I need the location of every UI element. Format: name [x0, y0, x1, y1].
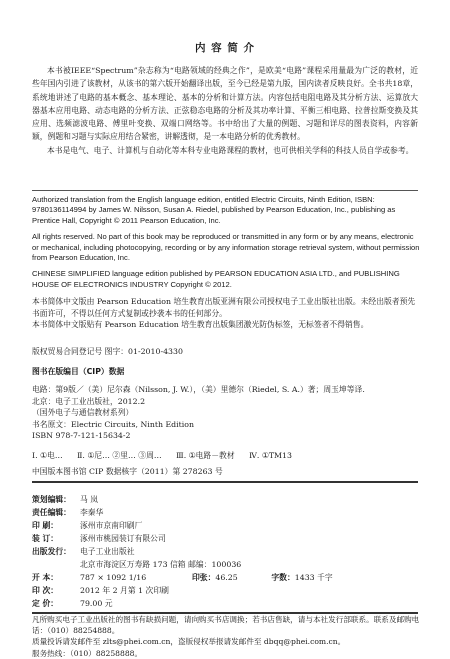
binding-row: 装 订： 涿州市桃园装订有限公司: [32, 534, 166, 543]
chinese-edition-text: CHINESE SIMPLIFIED language edition published by PEARSON EDUCATION ASIA LTD., and PUBLISHING HOUSE OF ELECTRONICS INDUSTRY Copyright © 2012.: [32, 269, 400, 289]
price-row: 定 价： 79.00 元: [32, 599, 113, 608]
format: 787 × 1092 1/16: [80, 573, 147, 582]
license-notice: [32, 296, 422, 331]
cip-record: 中国版本图书馆 CIP 数据核字（2011）第 278263 号: [32, 467, 223, 476]
english-rights-block: [32, 195, 422, 290]
divider: [32, 481, 418, 483]
license-text: 本书简体中文版由 Pearson Education 培生教育出版亚洲有限公司授权电子工业出版社出版。未经出版者预先书面许可，不得以任何方式复制或抄袭本书的任何部分。: [32, 297, 416, 318]
cip-line: 书名原文：Electric Circuits, Ninth Edition: [32, 419, 194, 429]
footer-notice: [32, 614, 422, 659]
editor-plan: 马 岚: [80, 495, 99, 504]
sheets: 46.25: [215, 573, 238, 582]
classification-item: Ⅰ. ①电…: [32, 451, 63, 460]
editor-plan-row: 策划编辑： 马 岚: [32, 495, 99, 504]
copyright-registration: 版权贸易合同登记号 图字：01-2010-4330: [32, 347, 183, 356]
classification-item: Ⅳ. ①TM13: [249, 451, 292, 460]
cip-line: 北京：电子工业出版社，2012.2: [32, 396, 146, 406]
classification-item: Ⅱ. ①尼… ②里… ③周…: [77, 451, 162, 460]
footer-line: 服务热线：（010）88258888。: [32, 648, 143, 658]
summary-paragraph: 本书被IEEE“Spectrum”杂志称为“电路领域的经典之作”，是欧美“电路”课程采用量最为广泛的教材，近些年国内引进了该教材，从该书的第六版开始翻译出版，至今已经是第九版，国内读者反映良好。全书共18章，系统地讲述了电路的基本概念、基本理论、基本的分析和计算方法。内容包括电阻电路及其分析方法、运算放大器基本应用电路、动态电路的分析方法、正弦稳态电路的分析及其功率计算、平衡三相电路、拉普拉斯变换及其应用、选频滤波电路、傅里叶变换、双端口网络等。书中给出了大量的例题、习题和详尽的图表资料，内容新颖，例题和习题与实际应用结合紧密，讲解透彻，是一本电路分析的优秀教材。: [32, 66, 418, 142]
publisher-row: 出版发行： 电子工业出版社: [32, 547, 135, 556]
edition-row: 印 次： 2012 年 2 月第 1 次印刷: [32, 586, 169, 595]
binding: 涿州市桃园装订有限公司: [80, 534, 166, 543]
word-count: 1433 千字: [294, 573, 333, 582]
publisher: 电子工业出版社: [80, 547, 135, 556]
content-summary: [32, 64, 418, 157]
cip-line: ISBN 978-7-121-15634-2: [32, 431, 131, 441]
anti-counterfeit-text: 本书简体中文版贴有 Pearson Education 培生教育出版集团激光防伪标签，无标签者不得销售。: [32, 320, 369, 330]
footer-line: 凡所购买电子工业出版社的图书有缺损问题，请向购买书店调换；若书店售缺，请与本社发行部联系。联系及邮购电话：（010）88254888。: [32, 615, 420, 636]
price: 79.00 元: [80, 599, 113, 608]
editor-resp: 李秦华: [80, 508, 104, 517]
authorization-text: Authorized translation from the English language edition, entitled Electric Circuits, Ninth Edition, ISBN: 9780136114994 by James W. Nilsson, Susan A. Riedel, published by Pearson Education, Inc., publishing as Prentice Hall, Copyright © 2011 Pearson Education, Inc.: [32, 195, 396, 225]
divider: [32, 190, 418, 191]
printing-row: 印 刷： 涿州市京南印刷厂: [32, 521, 143, 530]
editor-resp-row: 责任编辑： 李秦华: [32, 508, 104, 517]
cip-line: 电路：第9版／（美）尼尔森（Nilsson, J. W.），（美）里德尔（Riedel, S. A.）著；周玉坤等译.: [32, 385, 365, 394]
cip-data: [32, 384, 422, 442]
cip-title: 图书在版编目（CIP）数据: [32, 367, 125, 376]
rights-reserved-text: All rights reserved. No part of this book may be reproduced or transmitted in any form or by any means, electronic or mechanical, including photocopying, recording or by any information storage retrieval system, without permission from Pearson Education, Inc.: [32, 232, 420, 263]
edition: 2012 年 2 月第 1 次印刷: [80, 586, 169, 595]
format-row: 开 本： 787 × 1092 1/16 印张：46.25 字数：1433 千字: [32, 573, 333, 582]
summary-paragraph: 本书是电气、电子、计算机与自动化等本科专业电路课程的教材，也可供相关学科的科技人员自学或参考。: [47, 145, 414, 155]
publisher-address: 北京市海淀区万寿路 173 信箱 邮编：100036: [80, 560, 242, 569]
cip-line: （国外电子与通信教材系列）: [32, 408, 134, 418]
printing: 涿州市京南印刷厂: [80, 521, 143, 530]
classification-line: [32, 450, 292, 461]
footer-line: 质量投诉请发邮件至 zlts@phei.com.cn，盗版侵权举报请发邮件至 dbqq@phei.com.cn。: [32, 637, 346, 647]
classification-item: Ⅲ. ①电路－教材: [176, 451, 235, 460]
page-title: 内 容 简 介: [195, 42, 255, 54]
